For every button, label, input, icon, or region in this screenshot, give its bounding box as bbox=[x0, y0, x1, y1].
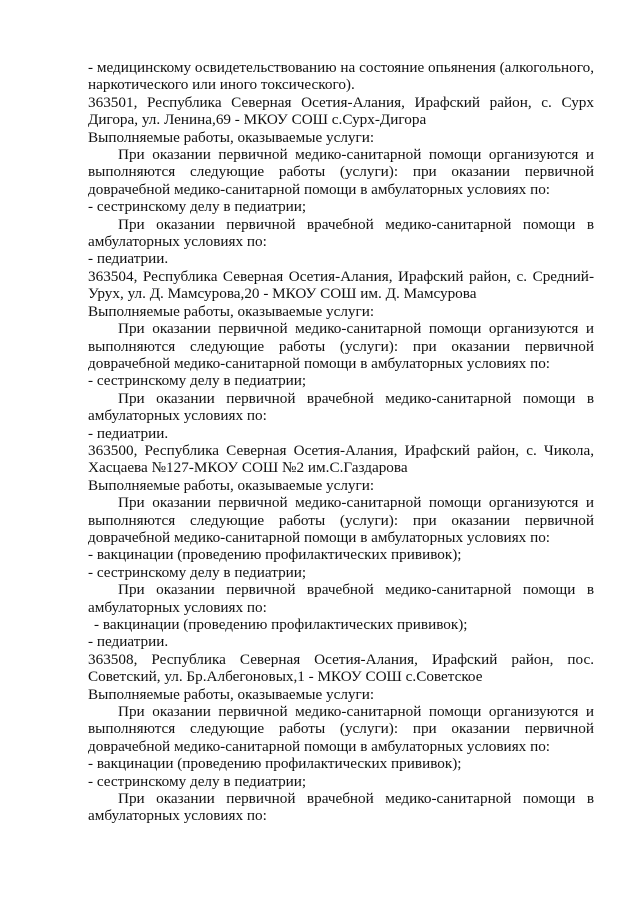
list-item: - сестринскому делу в педиатрии; bbox=[88, 372, 307, 390]
services-heading: Выполняемые работы, оказываемые услуги: bbox=[88, 302, 375, 320]
paragraph: При оказании первичной медико-санитарной помощи организуются и выполняются следующие работы (услуги): при оказании первичной доврачебной медико-санитарной помощи в амбулаторных условиях по: bbox=[88, 146, 594, 198]
school-address: 363504, Республика Северная Осетия-Алания, Ирафский район, с. Средний-Урух, ул. Д. Мамсурова,20 - МКОУ СОШ им. Д. Мамсурова bbox=[88, 267, 594, 303]
paragraph: При оказании первичной врачебной медико-санитарной помощи в амбулаторных условиях по: bbox=[88, 790, 594, 825]
list-item: - педиатрии. bbox=[88, 633, 169, 651]
list-item: - сестринскому делу в педиатрии; bbox=[88, 198, 307, 216]
list-item: - сестринскому делу в педиатрии; bbox=[88, 772, 307, 790]
services-heading: Выполняемые работы, оказываемые услуги: bbox=[88, 476, 375, 494]
list-item: - педиатрии. bbox=[88, 250, 169, 268]
paragraph: При оказании первичной врачебной медико-санитарной помощи в амбулаторных условиях по: bbox=[88, 389, 594, 425]
paragraph: При оказании первичной медико-санитарной помощи организуются и выполняются следующие работы (услуги): при оказании первичной доврачебной медико-санитарной помощи в амбулаторных условиях по: bbox=[88, 703, 594, 755]
list-item: - сестринскому делу в педиатрии; bbox=[88, 563, 307, 581]
document-body bbox=[88, 59, 594, 825]
paragraph: При оказании первичной врачебной медико-санитарной помощи в амбулаторных условиях по: bbox=[88, 215, 594, 251]
services-heading: Выполняемые работы, оказываемые услуги: bbox=[88, 128, 375, 146]
list-item: - медицинскому освидетельствованию на состояние опьянения (алкогольного, наркотического или иного токсического). bbox=[88, 59, 595, 94]
paragraph: При оказании первичной медико-санитарной помощи организуются и выполняются следующие работы (услуги): при оказании первичной доврачебной медико-санитарной помощи в амбулаторных условиях по: bbox=[88, 320, 594, 372]
school-address: 363500, Республика Северная Осетия-Алания, Ирафский район, с. Чикола, Хасцаева №127-МКОУ СОШ №2 им.С.Газдарова bbox=[88, 441, 594, 477]
list-item: - вакцинации (проведению профилактических прививок); bbox=[88, 546, 462, 564]
list-item: - вакцинации (проведению профилактических прививок); bbox=[94, 616, 468, 633]
school-address: 363508, Республика Северная Осетия-Алания, Ирафский район, пос. Советский, ул. Бр.Албегоновых,1 - МКОУ СОШ с.Советское bbox=[88, 650, 594, 686]
list-item: - вакцинации (проведению профилактических прививок); bbox=[88, 755, 462, 773]
paragraph: При оказании первичной врачебной медико-санитарной помощи в амбулаторных условиях по: bbox=[88, 581, 594, 616]
school-address: 363501, Республика Северная Осетия-Алания, Ирафский район, с. Сурх Дигора, ул. Ленина,69 - МКОУ СОШ с.Сурх-Дигора bbox=[88, 93, 594, 129]
services-heading: Выполняемые работы, оказываемые услуги: bbox=[88, 685, 375, 703]
list-item: - педиатрии. bbox=[88, 424, 169, 442]
paragraph: При оказании первичной медико-санитарной помощи организуются и выполняются следующие работы (услуги): при оказании первичной доврачебной медико-санитарной помощи в амбулаторных условиях по: bbox=[88, 494, 594, 546]
